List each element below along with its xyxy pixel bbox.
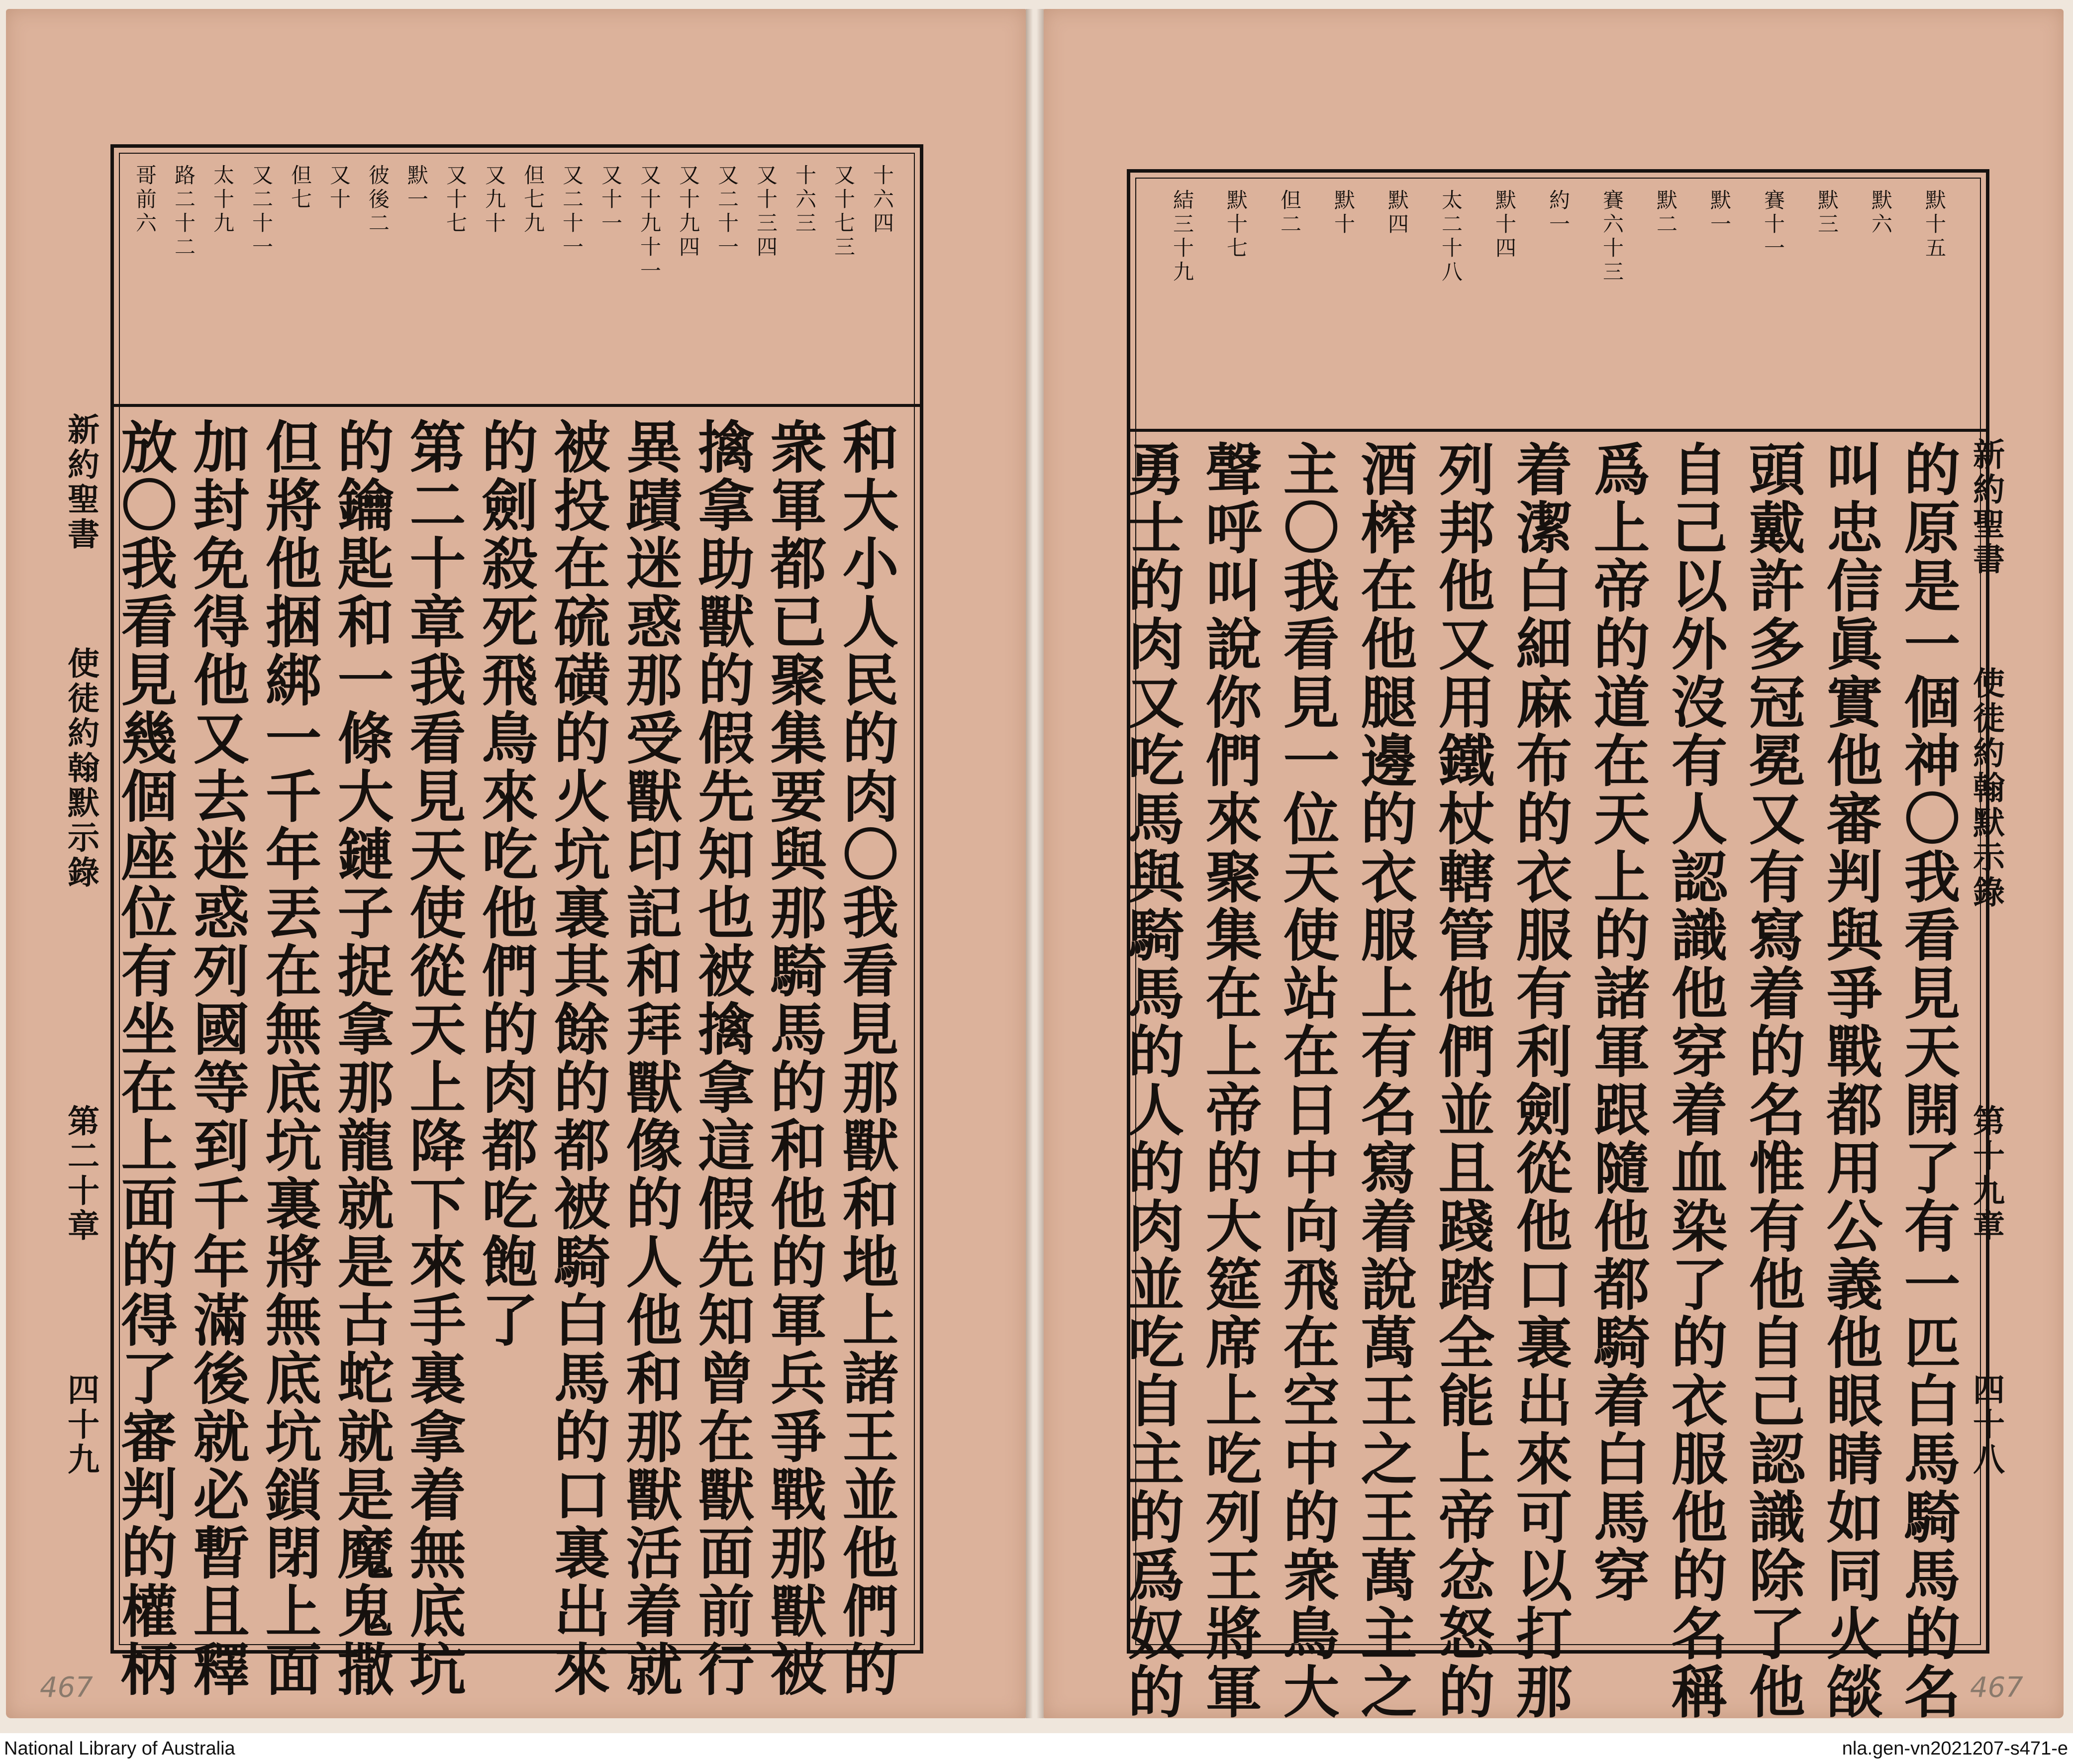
left-text-column: 但將他捆綁一千年丟在無底坑裏將無底坑鎖閉上面 [256,418,322,1698]
right-cross-reference: 默四 [1385,189,1409,237]
right-cross-reference: 賽六十三 [1600,189,1624,285]
left-cross-reference: 十六四 [870,164,894,236]
left-text-column: 衆軍都已聚集要與那騎馬的和他的軍兵爭戰那獸被 [761,418,827,1698]
right-margin-title: 使徒約翰默示錄 [1968,667,2005,910]
left-text-column: 加封免得他又去迷惑列國等到千年滿後就必暫且釋 [184,418,250,1698]
left-cross-reference: 哥前六 [133,164,157,236]
right-cross-reference: 默三 [1815,189,1839,237]
viewer-footer [0,1733,2073,1764]
left-cross-reference: 又二十一 [715,164,739,260]
footer-library-name: National Library of Australia [4,1738,235,1759]
left-cross-reference: 又十三四 [754,164,778,260]
right-text-column: 聲呼叫說你們來聚集在上帝的大筵席上吃列王將軍 [1196,440,1263,1721]
right-text-column: 列邦他又用鐵杖轄管他們並且踐踏全能上帝忿怒的 [1429,440,1495,1721]
left-margin-book: 新約聖書 [62,413,99,552]
left-text-column: 的鑰匙和一條大鏈子捉拿那龍就是古蛇就是魔鬼撒 [328,418,395,1698]
right-text-column: 叫忠信眞實他審判與爭戰都用公義他眼睛如同火燄 [1817,440,1883,1721]
left-cross-reference: 又九十 [482,164,506,236]
right-cross-reference: 但二 [1278,189,1302,237]
right-cross-reference: 賽十一 [1761,189,1785,261]
right-text-column: 的原是一個神〇我看見天開了有一匹白馬騎馬的名 [1895,440,1961,1721]
right-text-column: 勇士的肉又吃馬與騎馬的人的肉並吃自主的爲奴的 [1119,440,1185,1721]
right-text-column: 爲上帝的道在天上的諸軍跟隨他都騎着白馬穿 [1584,440,1651,1604]
left-text-column: 異蹟迷惑那受獸印記和拜獸像的人他和那獸活着就 [617,418,683,1698]
left-text-column: 擒拿助獸的假先知也被擒拿這假先知曾在獸面前行 [689,418,755,1698]
left-cross-reference: 又十七 [443,164,468,236]
left-cross-reference: 又十 [327,164,351,212]
right-margin-chapter: 第十九章 [1968,1104,2005,1244]
left-cross-reference: 默一 [404,164,429,212]
right-cross-reference: 默六 [1869,189,1893,237]
left-text-column: 的劍殺死飛鳥來吃他們的肉都吃飽了 [473,418,539,1349]
left-cross-reference: 又二十一 [249,164,274,260]
right-cross-reference: 默一 [1707,189,1732,237]
right-cross-reference: 默十七 [1224,189,1248,261]
left-cross-reference: 但七九 [521,164,545,236]
left-text-column: 放〇我看見幾個座位有坐在上面的得了審判的權柄 [112,418,178,1698]
notes-divider [114,404,920,407]
left-cross-reference: 彼後二 [366,164,390,236]
right-text-column: 酒榨在他腿邊的衣服上有名寫着說萬王之王萬主之 [1352,440,1418,1721]
left-cross-reference: 太十九 [210,164,235,236]
left-cross-reference: 又十七三 [831,164,856,260]
left-margin-chapter: 第二十章 [62,1104,99,1244]
right-text-column: 着潔白細麻布的衣服有利劍從他口裏出來可以打那 [1507,440,1573,1721]
right-margin-book: 新約聖書 [1968,438,2005,577]
left-cross-reference: 又十九十一 [637,164,662,284]
left-pencil-number: 467 [40,1671,93,1704]
right-cross-reference: 默二 [1654,189,1678,237]
right-cross-reference: 結三十九 [1170,189,1194,285]
right-cross-reference: 默十 [1331,189,1356,237]
notes-divider [1130,429,1986,432]
right-text-column: 頭戴許多冠冕又有寫着的名惟有他自己認識除了他 [1740,440,1806,1721]
left-cross-reference: 又十一 [598,164,623,236]
left-text-column: 和大小人民的肉〇我看見那獸和地上諸王並他們的 [833,418,899,1698]
right-cross-reference: 默十五 [1922,189,1947,261]
right-text-column: 主〇我看見一位天使站在日中向飛在空中的衆鳥大 [1274,440,1340,1721]
footer-record-id: nla.gen-vn2021207-s471-e [1842,1738,2068,1759]
book-gutter [1026,9,1044,1718]
left-cross-reference: 路二十二 [172,164,196,260]
right-cross-reference: 約一 [1546,189,1571,237]
left-text-column: 被投在硫磺的火坑裏其餘的都被騎白馬的口裏出來 [545,418,611,1698]
right-cross-reference: 太二十八 [1439,189,1463,285]
left-cross-reference: 但七 [288,164,312,212]
right-text-column: 自己以外沒有人認識他穿着血染了的衣服他的名稱 [1662,440,1728,1721]
left-text-column: 第二十章我看見天使從天上降下來手裏拿着無底坑 [400,418,467,1698]
left-margin-title: 使徒約翰默示錄 [62,647,99,890]
left-margin-page-number: 四十九 [62,1373,99,1477]
left-cross-reference: 十六三 [792,164,817,236]
right-pencil-number: 467 [1970,1671,2023,1704]
right-margin-page-number: 四十八 [1968,1373,2005,1477]
left-cross-reference: 又十九四 [676,164,700,260]
right-cross-reference: 默十四 [1492,189,1517,261]
left-cross-reference: 又二十一 [560,164,584,260]
